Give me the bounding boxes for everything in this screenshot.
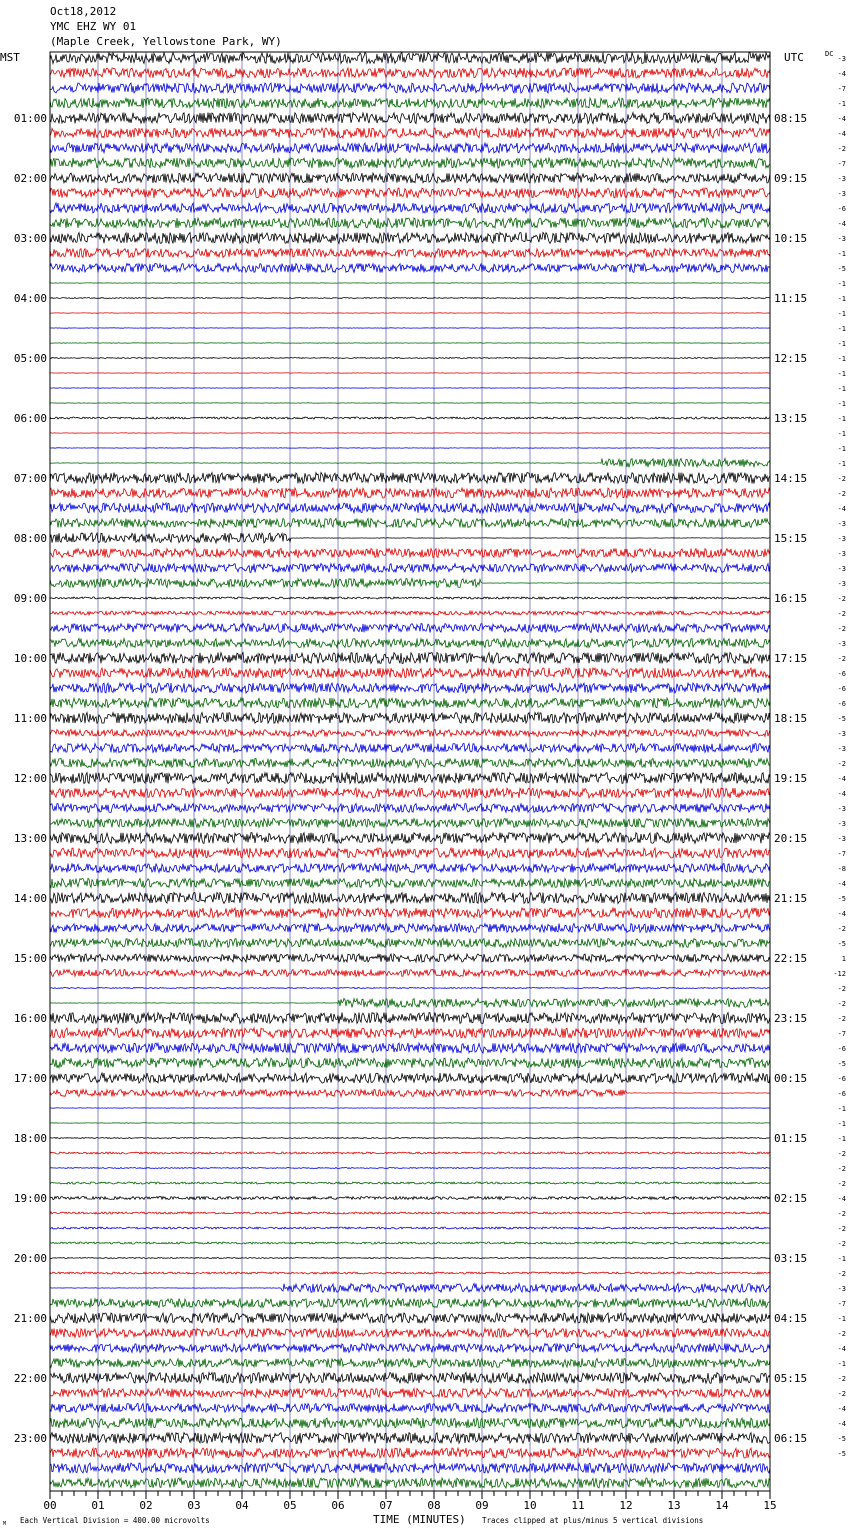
dc-offset-36: -2 (837, 595, 846, 603)
utc-label-16: 23:15 (774, 1012, 808, 1025)
dc-offset-28: -2 (837, 475, 846, 483)
dc-offset-52: -3 (837, 835, 846, 843)
trace-row-53 (50, 848, 770, 858)
dc-offset-43: -6 (837, 700, 846, 708)
utc-label-21: 04:15 (774, 1312, 808, 1325)
dc-offset-4: -4 (837, 115, 846, 123)
mst-label-12: 12:00 (13, 772, 47, 785)
trace-row-72 (50, 1138, 770, 1139)
trace-row-9 (50, 188, 770, 198)
trace-row-59 (50, 939, 770, 948)
trace-row-94 (50, 1463, 770, 1473)
utc-axis-label: UTC (784, 51, 804, 64)
dc-offset-30: -4 (837, 505, 846, 513)
dc-offset-38: -2 (837, 625, 846, 633)
x-tick-label-04: 04 (235, 1499, 249, 1512)
trace-row-87 (50, 1359, 770, 1368)
utc-label-8: 15:15 (774, 532, 808, 545)
dc-offset-56: -5 (837, 895, 846, 903)
dc-offset-42: -6 (837, 685, 846, 693)
x-tick-label-14: 14 (715, 1499, 729, 1512)
trace-row-76 (50, 1197, 770, 1200)
trace-row-68 (50, 1073, 770, 1083)
x-tick-label-03: 03 (187, 1499, 201, 1512)
trace-row-90 (50, 1404, 770, 1413)
dc-offset-87: -1 (837, 1360, 846, 1368)
trace-row-31 (50, 519, 770, 528)
trace-row-30 (50, 503, 770, 513)
dc-offset-54: -8 (837, 865, 846, 873)
x-tick-label-01: 01 (91, 1499, 105, 1512)
trace-row-43 (50, 698, 770, 708)
dc-offset-3: -1 (837, 100, 846, 108)
chart-date: Oct18,2012 (50, 5, 117, 18)
mst-label-7: 07:00 (13, 472, 47, 485)
dc-offset-27: -1 (837, 460, 846, 468)
mst-label-6: 06:00 (13, 412, 47, 425)
dc-offset-65: -7 (837, 1030, 846, 1038)
dc-offset-70: -1 (837, 1105, 846, 1113)
scale-note: Each Vertical Division = 400.00 microvolts (20, 1516, 210, 1525)
dc-offset-2: -7 (837, 85, 846, 93)
utc-label-4: 11:15 (774, 292, 808, 305)
dc-offset-33: -3 (837, 550, 846, 558)
trace-row-52 (50, 833, 770, 844)
trace-row-62 (50, 988, 770, 989)
trace-row-40 (50, 653, 770, 664)
x-axis (43, 1491, 776, 1512)
trace-row-61 (50, 970, 770, 977)
utc-label-18: 01:15 (774, 1132, 808, 1145)
dc-offset-20: -1 (837, 355, 846, 363)
trace-row-81 (50, 1272, 770, 1274)
dc-offset-84: -1 (837, 1315, 846, 1323)
trace-row-92 (50, 1433, 770, 1444)
mst-label-16: 16:00 (13, 1012, 47, 1025)
dc-offset-35: -3 (837, 580, 846, 588)
dc-column-label: DC (825, 50, 834, 58)
trace-row-88 (50, 1373, 770, 1384)
trace-row-64 (50, 1013, 770, 1024)
trace-row-91 (50, 1418, 770, 1428)
x-tick-label-13: 13 (667, 1499, 681, 1512)
mst-label-8: 08:00 (13, 532, 47, 545)
dc-offset-34: -3 (837, 565, 846, 573)
trace-row-10 (50, 203, 770, 213)
trace-row-0 (50, 53, 770, 64)
trace-row-14 (50, 264, 770, 273)
trace-row-13 (50, 249, 770, 258)
trace-row-86 (50, 1344, 770, 1353)
dc-offset-88: -2 (837, 1375, 846, 1383)
trace-row-32 (50, 533, 770, 543)
trace-row-67 (50, 1058, 770, 1068)
dc-offset-13: -1 (837, 250, 846, 258)
utc-label-2: 09:15 (774, 172, 808, 185)
dc-offset-89: -2 (837, 1390, 846, 1398)
utc-label-12: 19:15 (774, 772, 808, 785)
trace-row-8 (50, 173, 770, 183)
dc-offset-76: -4 (837, 1195, 846, 1203)
utc-label-5: 12:15 (774, 352, 808, 365)
utc-label-19: 02:15 (774, 1192, 808, 1205)
dc-offset-77: -2 (837, 1210, 846, 1218)
x-axis-title: TIME (MINUTES) (373, 1513, 466, 1526)
dc-offset-51: -3 (837, 820, 846, 828)
dc-offset-75: -2 (837, 1180, 846, 1188)
trace-row-55 (50, 879, 770, 888)
mst-label-22: 22:00 (13, 1372, 47, 1385)
dc-offset-10: -6 (837, 205, 846, 213)
mst-label-1: 01:00 (13, 112, 47, 125)
dc-offset-6: -2 (837, 145, 846, 153)
trace-row-95 (50, 1478, 770, 1488)
mst-axis-label: MST (0, 51, 20, 64)
trace-row-33 (50, 549, 770, 558)
utc-label-10: 17:15 (774, 652, 808, 665)
mst-label-11: 11:00 (13, 712, 47, 725)
dc-offset-9: -3 (837, 190, 846, 198)
dc-offset-83: -7 (837, 1300, 846, 1308)
trace-row-66 (50, 1043, 770, 1053)
x-tick-label-08: 08 (427, 1499, 441, 1512)
dc-offset-44: -5 (837, 715, 846, 723)
trace-row-41 (50, 668, 770, 678)
dc-offset-57: -4 (837, 910, 846, 918)
dc-offset-15: -1 (837, 280, 846, 288)
trace-row-29 (50, 488, 770, 498)
mst-label-2: 02:00 (13, 172, 47, 185)
mst-label-23: 23:00 (13, 1432, 47, 1445)
dc-offset-39: -3 (837, 640, 846, 648)
trace-row-93 (50, 1448, 770, 1458)
x-tick-label-10: 10 (523, 1499, 537, 1512)
dc-offset-29: -2 (837, 490, 846, 498)
trace-row-50 (50, 804, 770, 813)
dc-offset-58: -2 (837, 925, 846, 933)
mst-label-3: 03:00 (13, 232, 47, 245)
dc-offset-93: -5 (837, 1450, 846, 1458)
x-tick-label-11: 11 (571, 1499, 585, 1512)
trace-row-60 (50, 954, 770, 962)
trace-row-42 (50, 683, 770, 693)
trace-row-39 (50, 639, 770, 648)
mst-label-21: 21:00 (13, 1312, 47, 1325)
dc-offset-46: -3 (837, 745, 846, 753)
utc-label-11: 18:15 (774, 712, 808, 725)
utc-label-9: 16:15 (774, 592, 808, 605)
trace-row-12 (50, 233, 770, 244)
trace-row-54 (50, 864, 770, 873)
dc-offset-labels (833, 55, 846, 1458)
seismic-traces (50, 53, 770, 1489)
trace-row-63 (50, 999, 770, 1008)
dc-offset-26: -1 (837, 445, 846, 453)
dc-offset-45: -3 (837, 730, 846, 738)
dc-offset-5: -4 (837, 130, 846, 138)
utc-label-6: 13:15 (774, 412, 808, 425)
dc-offset-49: -4 (837, 790, 846, 798)
dc-offset-67: -5 (837, 1060, 846, 1068)
dc-offset-50: -3 (837, 805, 846, 813)
trace-row-74 (50, 1168, 770, 1169)
trace-row-46 (50, 744, 770, 753)
dc-offset-74: -2 (837, 1165, 846, 1173)
trace-row-51 (50, 819, 770, 828)
dc-offset-86: -4 (837, 1345, 846, 1353)
trace-row-20 (50, 358, 770, 359)
dc-offset-66: -6 (837, 1045, 846, 1053)
trace-row-75 (50, 1182, 770, 1184)
trace-row-48 (50, 773, 770, 784)
utc-label-17: 00:15 (774, 1072, 808, 1085)
trace-row-27 (50, 459, 770, 468)
trace-row-35 (50, 579, 770, 588)
dc-offset-92: -5 (837, 1435, 846, 1443)
trace-row-82 (50, 1284, 770, 1293)
mst-hour-labels (14, 112, 47, 1445)
trace-row-58 (50, 924, 770, 933)
mst-label-13: 13:00 (13, 832, 47, 845)
trace-row-11 (50, 218, 770, 228)
trace-row-73 (50, 1152, 770, 1154)
trace-row-6 (50, 143, 770, 153)
chart-location: (Maple Creek, Yellowstone Park, WY) (50, 35, 282, 48)
dc-offset-59: -5 (837, 940, 846, 948)
utc-label-20: 03:15 (774, 1252, 808, 1265)
trace-row-49 (50, 788, 770, 798)
dc-offset-63: -2 (837, 1000, 846, 1008)
trace-row-37 (50, 611, 770, 615)
dc-offset-81: -2 (837, 1270, 846, 1278)
dc-offset-11: -4 (837, 220, 846, 228)
utc-label-7: 14:15 (774, 472, 808, 485)
trace-row-79 (50, 1242, 770, 1244)
dc-offset-53: -7 (837, 850, 846, 858)
mst-label-14: 14:00 (13, 892, 47, 905)
mst-label-5: 05:00 (13, 352, 47, 365)
mst-label-19: 19:00 (13, 1192, 47, 1205)
dc-offset-19: -1 (837, 340, 846, 348)
utc-label-14: 21:15 (774, 892, 808, 905)
trace-row-4 (50, 113, 770, 124)
chart-station: YMC EHZ WY 01 (50, 20, 137, 33)
dc-offset-47: -2 (837, 760, 846, 768)
dc-offset-78: -2 (837, 1225, 846, 1233)
dc-offset-18: -1 (837, 325, 846, 333)
dc-offset-82: -3 (837, 1285, 846, 1293)
utc-label-3: 10:15 (774, 232, 808, 245)
x-tick-label-12: 12 (619, 1499, 633, 1512)
corner-mark: M (3, 1521, 7, 1527)
mst-label-15: 15:00 (13, 952, 47, 965)
trace-row-3 (50, 98, 770, 108)
x-tick-label-02: 02 (139, 1499, 153, 1512)
dc-offset-22: -1 (837, 385, 846, 393)
x-tick-label-00: 00 (43, 1499, 57, 1512)
dc-offset-14: -5 (837, 265, 846, 273)
dc-offset-60: 1 (841, 955, 846, 963)
dc-offset-21: -1 (837, 370, 846, 378)
trace-row-45 (50, 730, 770, 737)
clip-note: Traces clipped at plus/minus 5 vertical divisions (482, 1516, 704, 1525)
utc-label-1: 08:15 (774, 112, 808, 125)
dc-offset-90: -4 (837, 1405, 846, 1413)
mst-label-10: 10:00 (13, 652, 47, 665)
dc-offset-72: -1 (837, 1135, 846, 1143)
dc-offset-0: -3 (837, 55, 846, 63)
trace-row-57 (50, 908, 770, 918)
dc-offset-1: -4 (837, 70, 846, 78)
trace-row-56 (50, 893, 770, 904)
utc-label-15: 22:15 (774, 952, 808, 965)
dc-offset-91: -4 (837, 1420, 846, 1428)
trace-row-77 (50, 1212, 770, 1214)
trace-row-65 (50, 1028, 770, 1038)
dc-offset-16: -1 (837, 295, 846, 303)
trace-row-28 (50, 473, 770, 484)
dc-offset-71: -1 (837, 1120, 846, 1128)
utc-label-13: 20:15 (774, 832, 808, 845)
trace-row-83 (50, 1299, 770, 1308)
x-tick-label-07: 07 (379, 1499, 393, 1512)
dc-offset-17: -1 (837, 310, 846, 318)
trace-row-80 (50, 1258, 770, 1259)
dc-offset-73: -2 (837, 1150, 846, 1158)
dc-offset-64: -2 (837, 1015, 846, 1023)
dc-offset-85: -2 (837, 1330, 846, 1338)
trace-row-1 (50, 68, 770, 78)
mst-label-18: 18:00 (13, 1132, 47, 1145)
dc-offset-69: -6 (837, 1090, 846, 1098)
x-tick-label-05: 05 (283, 1499, 297, 1512)
dc-offset-55: -4 (837, 880, 846, 888)
utc-hour-labels (774, 112, 807, 1445)
trace-row-36 (50, 597, 770, 599)
trace-row-5 (50, 128, 770, 138)
dc-offset-31: -3 (837, 520, 846, 528)
dc-offset-41: -6 (837, 670, 846, 678)
dc-offset-8: -3 (837, 175, 846, 183)
dc-offset-25: -1 (837, 430, 846, 438)
dc-offset-40: -2 (837, 655, 846, 663)
trace-row-78 (50, 1227, 770, 1229)
mst-label-20: 20:00 (13, 1252, 47, 1265)
trace-row-84 (50, 1313, 770, 1323)
dc-offset-23: -1 (837, 400, 846, 408)
utc-label-23: 06:15 (774, 1432, 808, 1445)
trace-row-69 (50, 1090, 770, 1097)
trace-row-2 (50, 83, 770, 93)
utc-label-22: 05:15 (774, 1372, 808, 1385)
trace-row-16 (50, 298, 770, 299)
dc-offset-62: -2 (837, 985, 846, 993)
dc-offset-80: -1 (837, 1255, 846, 1263)
x-tick-label-09: 09 (475, 1499, 489, 1512)
trace-row-44 (50, 713, 770, 724)
mst-label-4: 04:00 (13, 292, 47, 305)
trace-row-24 (50, 417, 770, 419)
dc-offset-79: -2 (837, 1240, 846, 1248)
trace-row-38 (50, 624, 770, 633)
trace-row-34 (50, 564, 770, 573)
dc-offset-48: -4 (837, 775, 846, 783)
dc-offset-24: -1 (837, 415, 846, 423)
dc-offset-61: -12 (833, 970, 846, 978)
trace-row-89 (50, 1389, 770, 1398)
trace-row-7 (50, 158, 770, 168)
x-tick-label-06: 06 (331, 1499, 345, 1512)
mst-label-9: 09:00 (13, 592, 47, 605)
dc-offset-32: -3 (837, 535, 846, 543)
dc-offset-12: -3 (837, 235, 846, 243)
trace-row-47 (50, 759, 770, 768)
dc-offset-7: -7 (837, 160, 846, 168)
mst-label-17: 17:00 (13, 1072, 47, 1085)
dc-offset-37: -2 (837, 610, 846, 618)
trace-row-85 (50, 1329, 770, 1338)
x-tick-label-15: 15 (763, 1499, 777, 1512)
dc-offset-68: -6 (837, 1075, 846, 1083)
